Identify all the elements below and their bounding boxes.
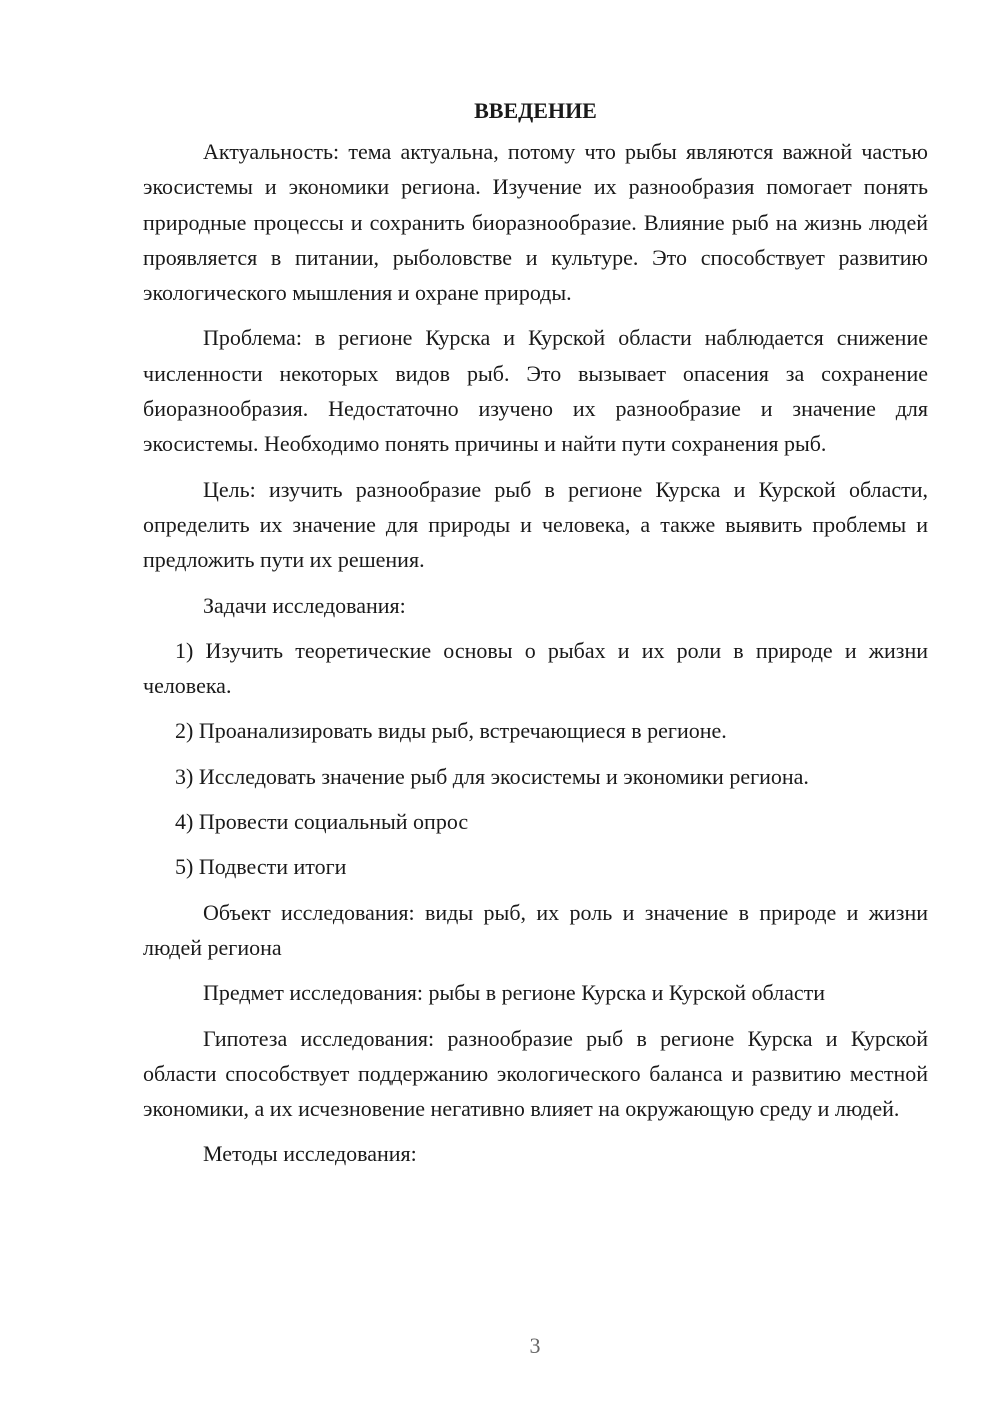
task-item-1: 1) Изучить теоретические основы о рыбах и их роли в природе и жизни человека. [143,637,928,699]
paragraph-hypothesis: Гипотеза исследования: разнообразие рыб в регионе Курска и Курской области способствует поддержанию экологического баланса и развитию местной экономики, а их исчезновение негативно влияет на окружающую среду и людей. [143,1025,928,1122]
task-item-3: 3) Исследовать значение рыб для экосистемы и экономики региона. [175,763,809,789]
paragraph-tasks-heading: Задачи исследования: [203,592,406,618]
paragraph-subject: Предмет исследования: рыбы в регионе Курска и Курской области [203,980,826,1006]
task-item-5: 5) Подвести итоги [175,854,347,880]
page-title: ВВЕДЕНИЕ [474,98,597,123]
page-content [143,94,928,1172]
paragraph-goal: Цель: изучить разнообразие рыб в регионе Курска и Курской области, определить их значение для природы и человека, а также выявить проблемы и предложить пути их решения. [143,476,928,573]
task-item-2: 2) Проанализировать виды рыб, встречающиеся в регионе. [175,718,727,744]
paragraph-object: Объект исследования: виды рыб, их роль и значение в природе и жизни людей региона [143,899,928,960]
page-number: 3 [529,1333,541,1358]
paragraph-problem: Проблема: в регионе Курска и Курской области наблюдается снижение численности некоторых видов рыб. Это вызывает опасения за сохранение биоразнообразия. Недостаточно изучено их разнообразие и значение для экосистемы. Необходимо понять причины и найти пути сохранения рыб. [143,325,928,457]
paragraph-relevance: Актуальность: тема актуальна, потому что рыбы являются важной частью экосистемы и экономики региона. Изучение их разнообразия помогает понять природные процессы и сохранить биоразнообразие. Влияние рыб на жизнь людей проявляется в питании, рыболовстве и культуре. Это способствует развитию экологического мышления и охране природы. [143,139,928,306]
paragraph-methods: Методы исследования: [203,1141,417,1167]
task-item-4: 4) Провести социальный опрос [175,809,469,835]
